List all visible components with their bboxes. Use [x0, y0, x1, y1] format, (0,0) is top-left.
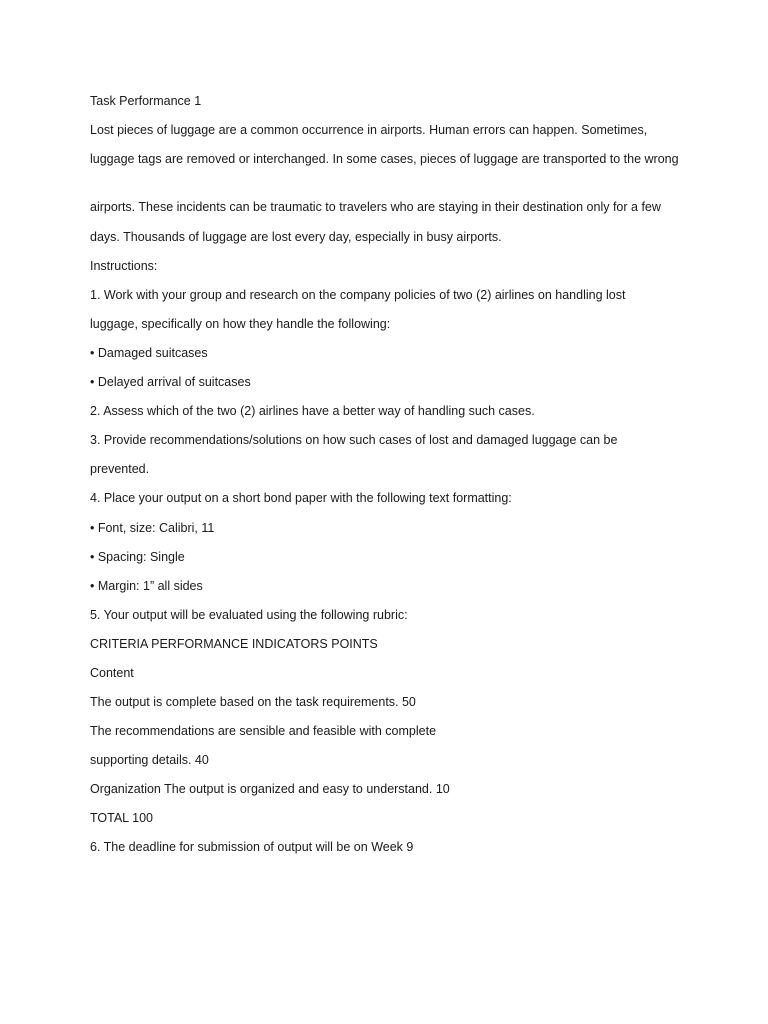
intro-line-4: days. Thousands of luggage are lost every day, especially in busy airports. [90, 230, 502, 244]
bullet-item: • Margin: 1” all sides [90, 579, 203, 593]
instructions-heading: Instructions: [90, 259, 158, 273]
intro-line-2: luggage tags are removed or interchanged. In some cases, pieces of luggage are transported to the wrong [90, 152, 679, 166]
instruction-line: luggage, specifically on how they handle the following: [90, 317, 391, 331]
deadline-line: 6. The deadline for submission of output will be on Week 9 [90, 840, 414, 854]
instruction-line: 1. Work with your group and research on the company policies of two (2) airlines on handling lost [90, 288, 626, 302]
bullet-item: • Spacing: Single [90, 550, 185, 564]
intro-line-1: Lost pieces of luggage are a common occurrence in airports. Human errors can happen. Sometimes, [90, 123, 648, 137]
rubric-header: CRITERIA PERFORMANCE INDICATORS POINTS [90, 637, 378, 651]
rubric-line: Content [90, 666, 134, 680]
rubric-total: TOTAL 100 [90, 811, 153, 825]
instruction-line: prevented. [90, 462, 150, 476]
bullet-item: • Font, size: Calibri, 11 [90, 521, 215, 535]
bullet-item: • Delayed arrival of suitcases [90, 375, 251, 389]
instruction-line: 4. Place your output on a short bond paper with the following text formatting: [90, 491, 512, 505]
document-title: Task Performance 1 [90, 94, 202, 108]
rubric-line: The recommendations are sensible and feasible with complete [90, 724, 437, 738]
rubric-line: Organization The output is organized and easy to understand. 10 [90, 782, 450, 796]
instruction-line: 3. Provide recommendations/solutions on how such cases of lost and damaged luggage can be [90, 433, 618, 447]
instruction-line: 2. Assess which of the two (2) airlines have a better way of handling such cases. [90, 404, 535, 418]
intro-line-3: airports. These incidents can be traumatic to travelers who are staying in their destination only for a few [90, 200, 661, 214]
instruction-line: 5. Your output will be evaluated using the following rubric: [90, 608, 408, 622]
rubric-line: supporting details. 40 [90, 753, 209, 767]
bullet-item: • Damaged suitcases [90, 346, 208, 360]
rubric-line: The output is complete based on the task requirements. 50 [90, 695, 416, 709]
